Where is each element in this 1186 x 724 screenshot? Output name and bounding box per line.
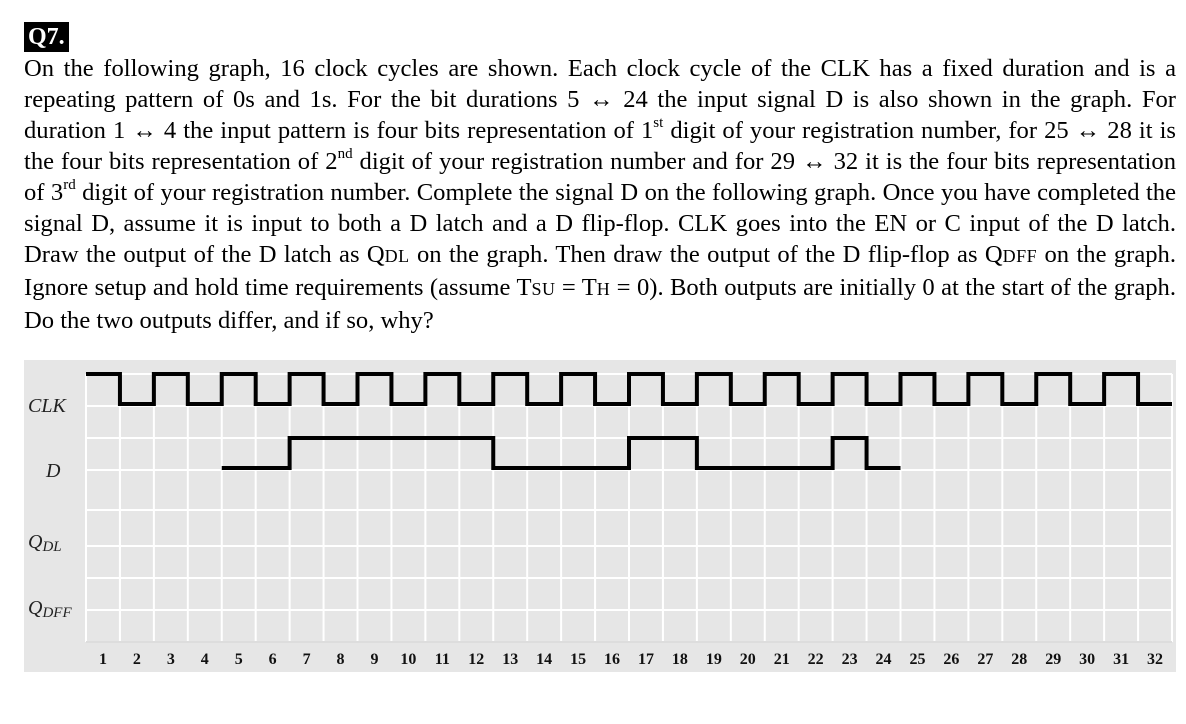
column-number: 11 bbox=[434, 651, 450, 668]
ordinal-superscript: nd bbox=[337, 145, 353, 162]
column-number: 29 bbox=[1045, 651, 1062, 668]
column-number: 23 bbox=[841, 651, 858, 668]
column-number: 17 bbox=[637, 651, 654, 668]
column-number: 18 bbox=[671, 651, 688, 668]
timing-diagram bbox=[24, 360, 1176, 672]
column-number: 21 bbox=[773, 651, 790, 668]
ordinal-superscript: rd bbox=[63, 176, 76, 193]
column-number: 8 bbox=[336, 651, 345, 668]
column-number: 31 bbox=[1113, 651, 1130, 668]
ordinal-superscript: st bbox=[653, 114, 664, 131]
column-number: 16 bbox=[604, 651, 621, 668]
question-text-segment: = 0). Both outputs are initially 0 at the start of the graph. Do the two outputs differ, and if so, why? bbox=[24, 274, 1176, 334]
question-number: Q7. bbox=[24, 22, 69, 52]
column-number: 30 bbox=[1079, 651, 1096, 668]
column-number: 12 bbox=[468, 651, 485, 668]
row-label-subscript: DL bbox=[42, 539, 62, 555]
question-text-segment: = T bbox=[555, 274, 597, 301]
column-number: 22 bbox=[807, 651, 824, 668]
column-number: 1 bbox=[98, 651, 107, 668]
column-number: 26 bbox=[943, 651, 960, 668]
column-number: 6 bbox=[268, 651, 277, 668]
column-number: 15 bbox=[570, 651, 587, 668]
column-number: 3 bbox=[166, 651, 175, 668]
question-text-segment: digit of your registration number, for 25 ↔ 28 it is the four bits representation of 2 bbox=[24, 117, 1176, 175]
row-label-qdff: QDFF bbox=[28, 597, 72, 621]
column-number: 2 bbox=[132, 651, 141, 668]
subscript-smallcaps: DL bbox=[384, 246, 410, 266]
subscript-smallcaps: H bbox=[596, 279, 611, 299]
question-text-segment: digit of your registration number. Complete the signal D on the following graph. Once you have completed the signal D, assume it is input to both a D latch and a D flip-flop. CLK goes into the EN or C input of the D latch. Draw the output of the D latch as Q bbox=[24, 179, 1176, 268]
column-number: 14 bbox=[536, 651, 553, 668]
row-label-subscript: DFF bbox=[42, 605, 72, 621]
question-text bbox=[24, 53, 1176, 336]
column-number: 4 bbox=[200, 651, 209, 668]
question-text-segment: on the graph. Then draw the output of the D flip-flop as Q bbox=[409, 241, 1003, 268]
column-number: 9 bbox=[370, 651, 379, 668]
question-text-segment: On the following graph, 16 clock cycles are shown. Each clock cycle of the CLK has a fixed duration and is a repeating pattern of 0s and 1s. For the bit durations 5 ↔ 24 the input signal D is also shown in the graph. For duration 1 ↔ 4 the input pattern is four bits representation of 1 bbox=[24, 55, 1176, 144]
column-number: 5 bbox=[234, 651, 243, 668]
row-label-d: D bbox=[46, 460, 61, 482]
row-label-qdl: QDL bbox=[28, 531, 62, 555]
column-number: 28 bbox=[1011, 651, 1028, 668]
column-number: 32 bbox=[1147, 651, 1164, 668]
question-text-segment: digit of your registration number and for 29 ↔ 32 it is the four bits representation of 3 bbox=[24, 148, 1176, 206]
column-number: 7 bbox=[302, 651, 311, 668]
column-number: 20 bbox=[739, 651, 756, 668]
column-number: 25 bbox=[909, 651, 926, 668]
column-number: 19 bbox=[705, 651, 722, 668]
subscript-smallcaps: SU bbox=[531, 279, 556, 299]
column-number: 24 bbox=[875, 651, 892, 668]
column-number: 27 bbox=[977, 651, 994, 668]
subscript-smallcaps: DFF bbox=[1002, 246, 1038, 266]
column-number: 10 bbox=[400, 651, 417, 668]
question-text-segment: on the graph. Ignore setup and hold time requirements (assume T bbox=[24, 241, 1176, 301]
row-label-clk: CLK bbox=[28, 395, 66, 417]
column-number: 13 bbox=[502, 651, 519, 668]
